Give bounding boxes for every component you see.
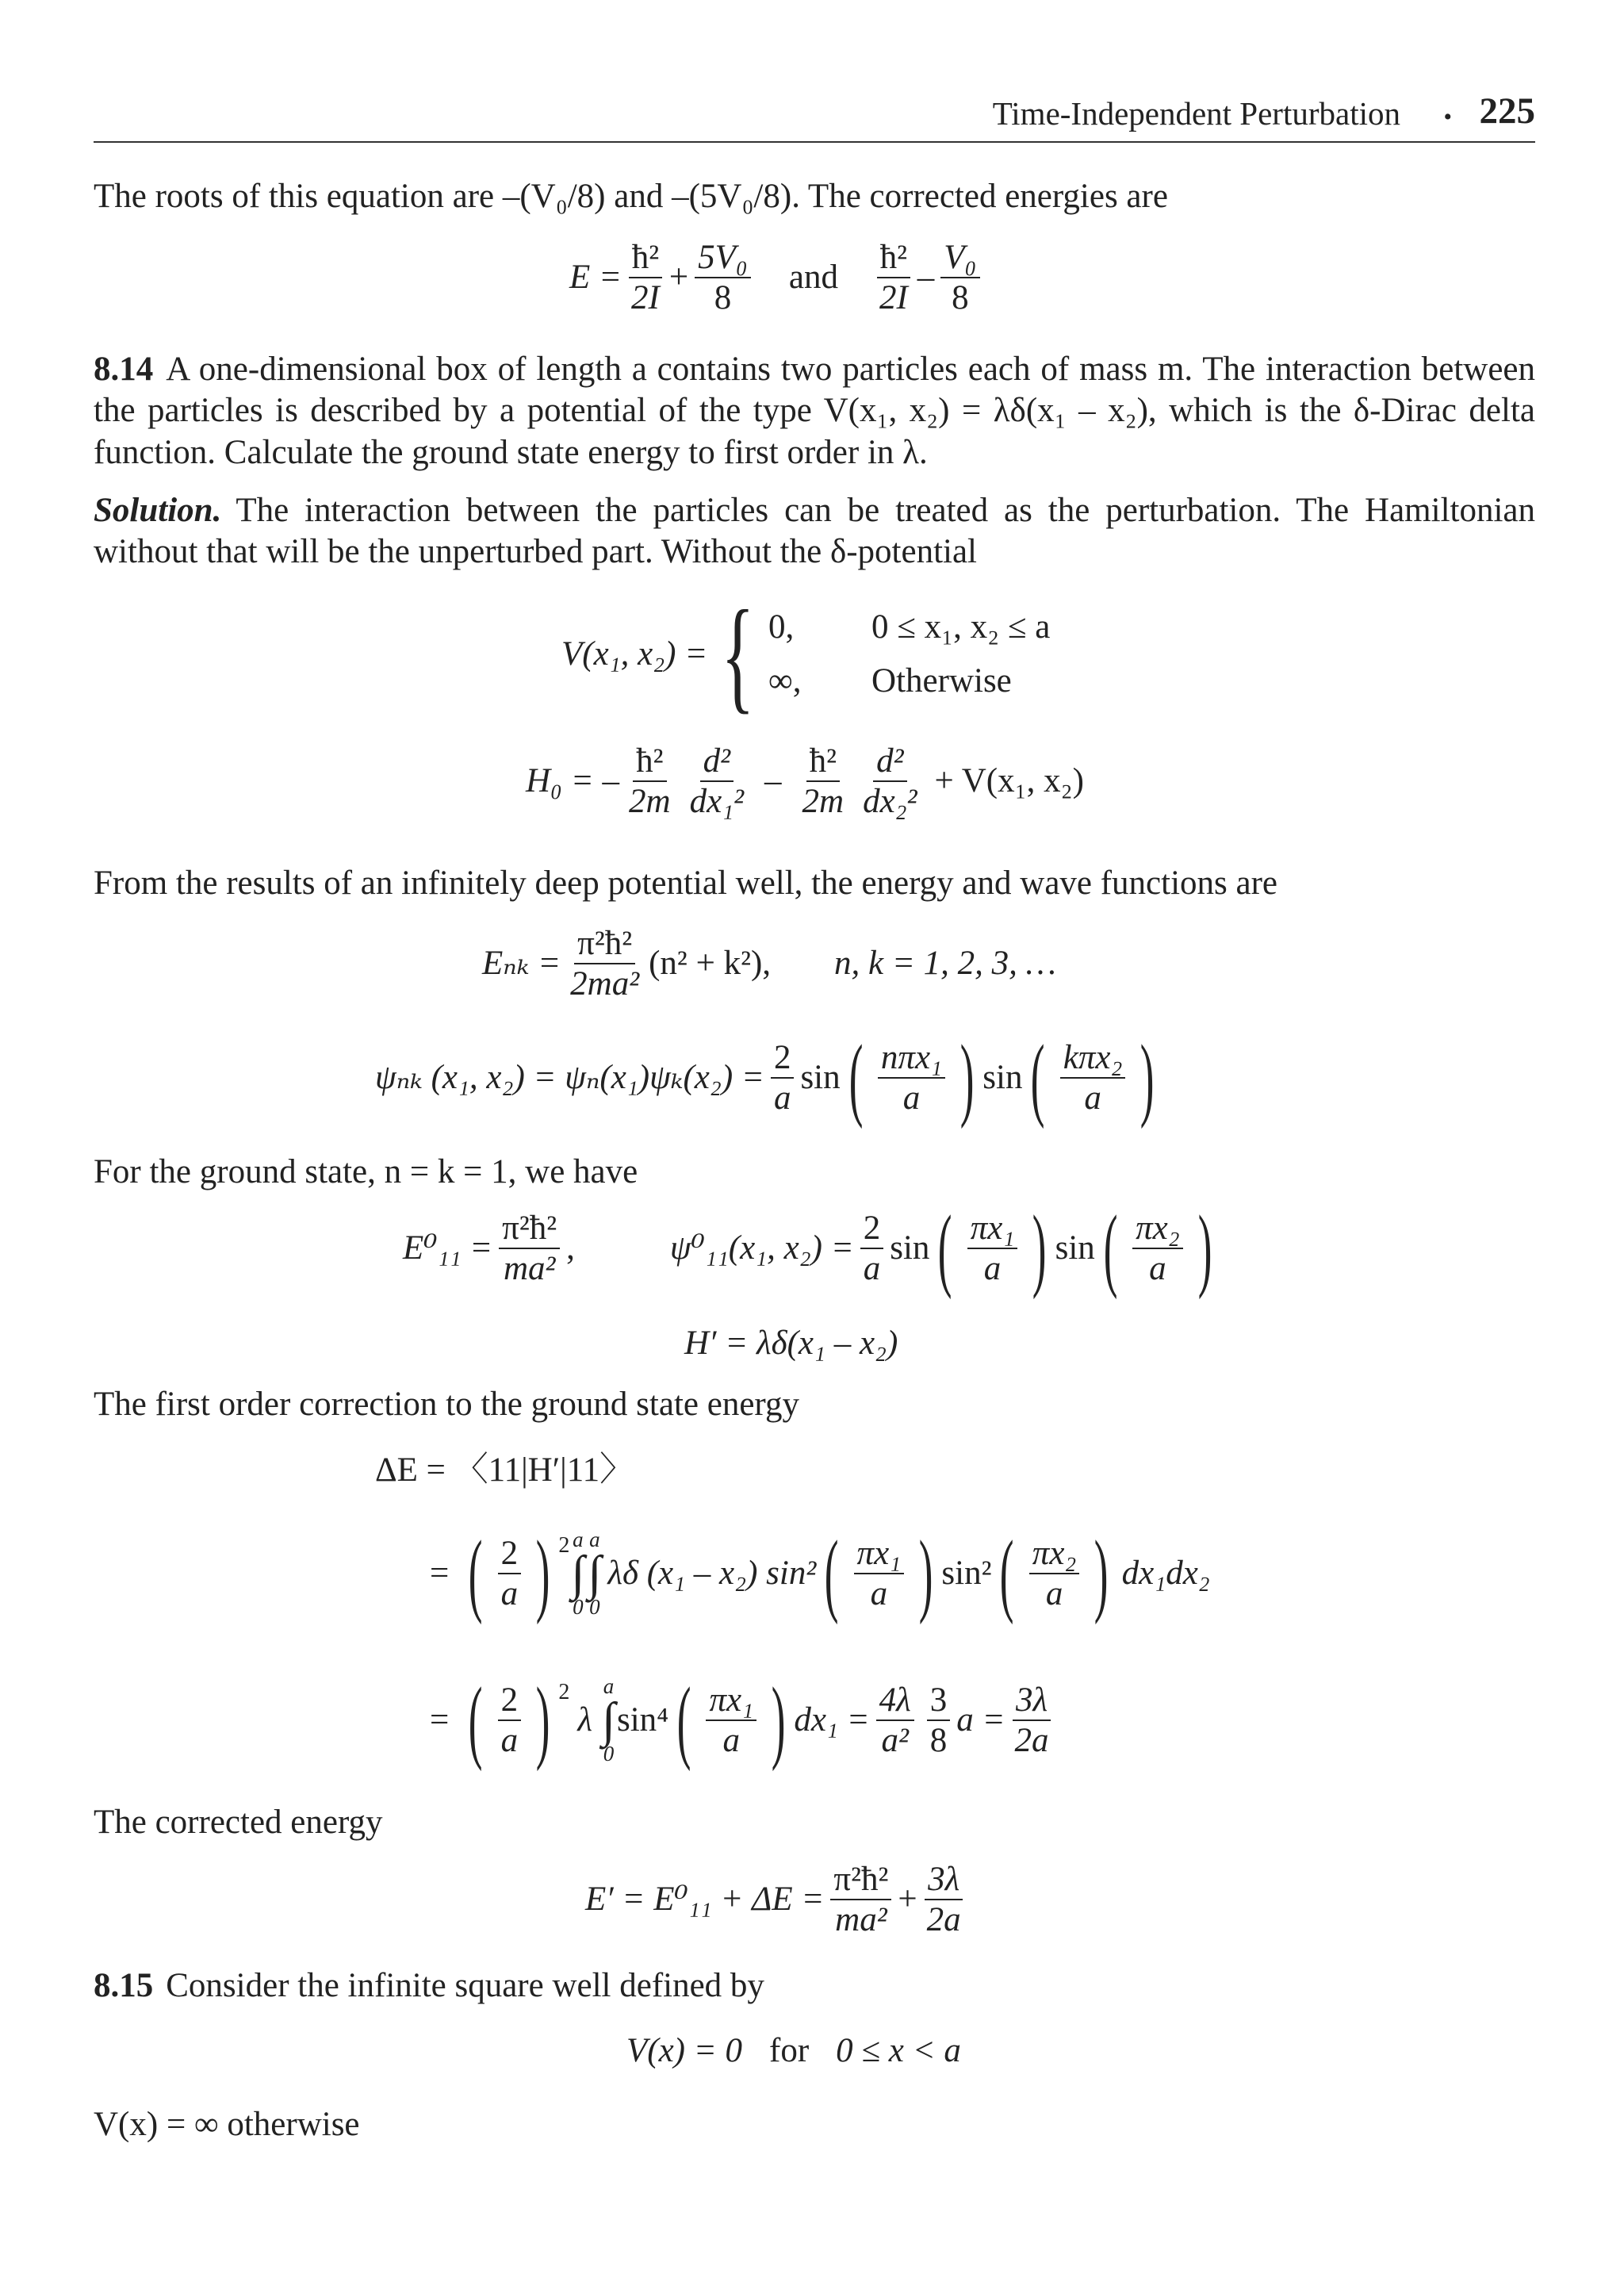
- fraction: $\frac{3\lambda}{2a}$: [1012, 1681, 1052, 1761]
- derivative: $\frac{\text{d²}}{\text{dx₂²}}$: [863, 742, 917, 821]
- case-condition: Otherwise: [871, 662, 1012, 700]
- book-page: [94, 0, 1535, 2285]
- case-value: 0,: [768, 608, 795, 646]
- fraction: $\frac{\text{ħ²}}{2I}$: [876, 238, 911, 318]
- integral: a ∫ 0: [601, 1673, 615, 1766]
- integrand: λδ (x₁ – x₂) sin²: [607, 1554, 817, 1592]
- sin-function: sin: [890, 1229, 930, 1267]
- fraction: $\frac{\text{ħ²}}{2m}$: [629, 742, 671, 821]
- equation-delta-e-integral: = ( $\frac{2}{a}$ ) 2 a ∫ 0 a ∫ 0 λδ (x₁ – x₂) sin² ( $\frac{\text{πx₁}}{a}$ ) sin² ( $\frac{\text{πx₂}}{a}$ ) dx₁dx₂: [430, 1521, 1210, 1625]
- eq-lhs: E =: [569, 259, 622, 297]
- sin-fourth: sin⁴: [616, 1700, 669, 1739]
- left-brace: {: [721, 584, 755, 725]
- integral: a ∫ 0: [588, 1527, 602, 1620]
- fraction: $\frac{\text{5V₀}}{8}$: [695, 238, 751, 318]
- equals-sign: =: [430, 1700, 450, 1739]
- solution-text: The interaction between the particles can be treated as the perturbation. The Hamiltonian without that will be the unperturbed part. Without the δ-potential: [94, 492, 1535, 571]
- fraction: $\frac{2}{a}$: [498, 1681, 522, 1761]
- problem-8-14: [94, 349, 1535, 473]
- equation-corrected-energies: [569, 238, 986, 318]
- fraction: $\frac{3}{8}$: [927, 1681, 951, 1761]
- otherwise-line: V(x) = ∞ otherwise: [94, 2106, 360, 2143]
- problem-text: Consider the infinite square well defined by: [166, 1967, 764, 2004]
- equation-delta-e-result: = ( $\frac{2}{a}$ ) 2 λ a ∫ 0 sin⁴ ( $\frac{\text{πx₁}}{a}$ ) dx₁ = $\frac{4\lambda}{\text{a²}}$ $\frac{3}{8}$ a = $\frac{3\lambda}{2a}$: [419, 1673, 1059, 1767]
- differentials: dx₁dx₂: [1121, 1554, 1210, 1592]
- fraction: $\frac{\text{V₀}}{8}$: [940, 238, 979, 318]
- running-header: [94, 90, 1535, 143]
- eq-lhs: V(x₁, x₂) =: [561, 635, 708, 673]
- case-value: ∞,: [768, 662, 802, 700]
- first-order-paragraph: The first order correction to the ground state energy: [94, 1386, 799, 1423]
- problem-8-15: [94, 1965, 1535, 2007]
- derivative: $\frac{\text{d²}}{\text{dx₁²}}$: [689, 742, 745, 821]
- integral: a ∫ 0: [571, 1527, 585, 1620]
- fraction: $\frac{\text{π²ħ²}}{\text{ma²}}$: [499, 1209, 560, 1289]
- fraction: $\frac{\text{πx₂}}{a}$: [1132, 1209, 1183, 1289]
- eq-lhs: V(x) = 0: [626, 2032, 743, 2069]
- fraction: $\frac{\text{nπx₁}}{a}$: [878, 1038, 945, 1118]
- fraction: $\frac{2}{a}$: [860, 1209, 884, 1289]
- fraction: $\frac{\text{πx₁}}{a}$: [706, 1681, 756, 1761]
- eq-lhs: E′ = E⁰₁₁ + ΔE =: [585, 1881, 825, 1919]
- fraction: $\frac{3\lambda}{2a}$: [924, 1860, 964, 1940]
- comma: ,: [566, 1229, 575, 1267]
- eq-lhs: Eₙₖ =: [482, 945, 561, 983]
- equation-delta-e: ΔE = 〈11|H′|11〉: [375, 1451, 634, 1489]
- equation-ground-state: E⁰₁₁ = $\frac{\text{π²ħ²}}{\text{ma²}}$ , ψ⁰₁₁(x₁, x₂) = $\frac{2}{a}$ sin ( $\frac{\text{πx₁}}{a}$ ) sin ( $\frac{\text{πx₂}}{a}$ ): [403, 1196, 1212, 1300]
- plus-sign: +: [898, 1881, 917, 1919]
- sin-function: sin: [982, 1058, 1023, 1096]
- fraction: $\frac{\text{π²ħ²}}{\text{ma²}}$: [830, 1860, 891, 1940]
- fraction: $\frac{\text{π²ħ²}}{\text{2ma²}}$: [570, 925, 640, 1003]
- fraction: $\frac{\text{ħ²}}{2I}$: [628, 238, 663, 318]
- fraction: $\frac{4\lambda}{\text{a²}}$: [876, 1681, 914, 1761]
- eq-lhs: ψₙₖ (x₁, x₂) = ψₙ(x₁)ψₖ(x₂) =: [375, 1058, 764, 1096]
- differential: dx₁ =: [794, 1700, 870, 1739]
- equation-energy-nk: [482, 924, 1056, 1004]
- eq-condition: n, k = 1, 2, 3, …: [834, 945, 1056, 983]
- equation-potential: [561, 584, 1051, 725]
- problem-number: 8.15: [94, 1967, 154, 2004]
- equation-corrected-energy: [585, 1860, 971, 1940]
- eq-lhs: H₀ = –: [526, 762, 620, 800]
- page-number: 225: [1479, 90, 1535, 132]
- solution-label: Solution.: [94, 492, 222, 529]
- header-bullet: •: [1443, 104, 1452, 130]
- fraction: $\frac{\text{πx₁}}{a}$: [967, 1209, 1018, 1289]
- minus-sign: –: [764, 762, 782, 800]
- ground-state-paragraph: For the ground state, n = k = 1, we have: [94, 1153, 638, 1190]
- piecewise-cases: [768, 607, 1050, 703]
- lambda: λ: [577, 1700, 592, 1739]
- fraction: $\frac{\text{πx₁}}{a}$: [854, 1534, 905, 1614]
- fraction: $\frac{\text{ħ²}}{2m}$: [802, 742, 845, 821]
- psi-lhs: ψ⁰₁₁(x₁, x₂) =: [669, 1229, 854, 1267]
- eq-rest: + V(x₁, x₂): [934, 762, 1084, 800]
- plus-sign: +: [668, 259, 689, 297]
- solution-paragraph: [94, 490, 1535, 573]
- fraction: $\frac{2}{a}$: [498, 1534, 522, 1614]
- intro-paragraph: The roots of this equation are –(V₀/8) and –(5V₀/8). The corrected energies are: [94, 178, 1168, 215]
- corrected-energy-paragraph: The corrected energy: [94, 1804, 383, 1841]
- well-paragraph: From the results of an infinitely deep potential well, the energy and wave functions are: [94, 865, 1278, 902]
- equals-sign: =: [430, 1554, 450, 1592]
- equation-hamiltonian: [526, 742, 1084, 822]
- case-condition: 0 ≤ x₁, x₂ ≤ a: [871, 608, 1051, 646]
- equation-wavefunction-nk: ψₙₖ (x₁, x₂) = ψₙ(x₁)ψₖ(x₂) = $\frac{2}{a}$ sin ( $\frac{\text{nπx₁}}{a}$ ) sin ( $\frac{\text{kπx₂}}{a}$ ): [375, 1026, 1155, 1129]
- a-equals: a =: [956, 1700, 1005, 1739]
- problem-number: 8.14: [94, 351, 154, 388]
- problem-text: A one-dimensional box of length a contains two particles each of mass m. The interaction between the particles is described by a potential of the type V(x₁, x₂) = λδ(x₁ – x₂), which is the δ-Dirac delta function. Calculate the ground state energy to first order in λ.: [94, 351, 1536, 471]
- fraction: $\frac{\text{πx₂}}{a}$: [1029, 1534, 1080, 1614]
- fraction: $\frac{2}{a}$: [771, 1038, 795, 1118]
- sin-squared: sin²: [941, 1554, 992, 1592]
- fraction: $\frac{\text{kπx₂}}{a}$: [1060, 1038, 1126, 1118]
- eq-lhs: E⁰₁₁ =: [403, 1229, 493, 1267]
- eq-condition: 0 ≤ x < a: [836, 2032, 961, 2069]
- for-word: for: [769, 2032, 810, 2069]
- equation-perturbation: H′ = λδ(x₁ – x₂): [684, 1325, 898, 1362]
- chapter-title: Time-Independent Perturbation: [992, 95, 1400, 132]
- sin-function: sin: [800, 1058, 841, 1096]
- sin-function: sin: [1055, 1229, 1095, 1267]
- eq-rest: (n² + k²),: [649, 945, 772, 983]
- minus-sign: –: [917, 259, 935, 297]
- and-word: and: [788, 259, 838, 297]
- equation-square-well: [626, 2030, 961, 2072]
